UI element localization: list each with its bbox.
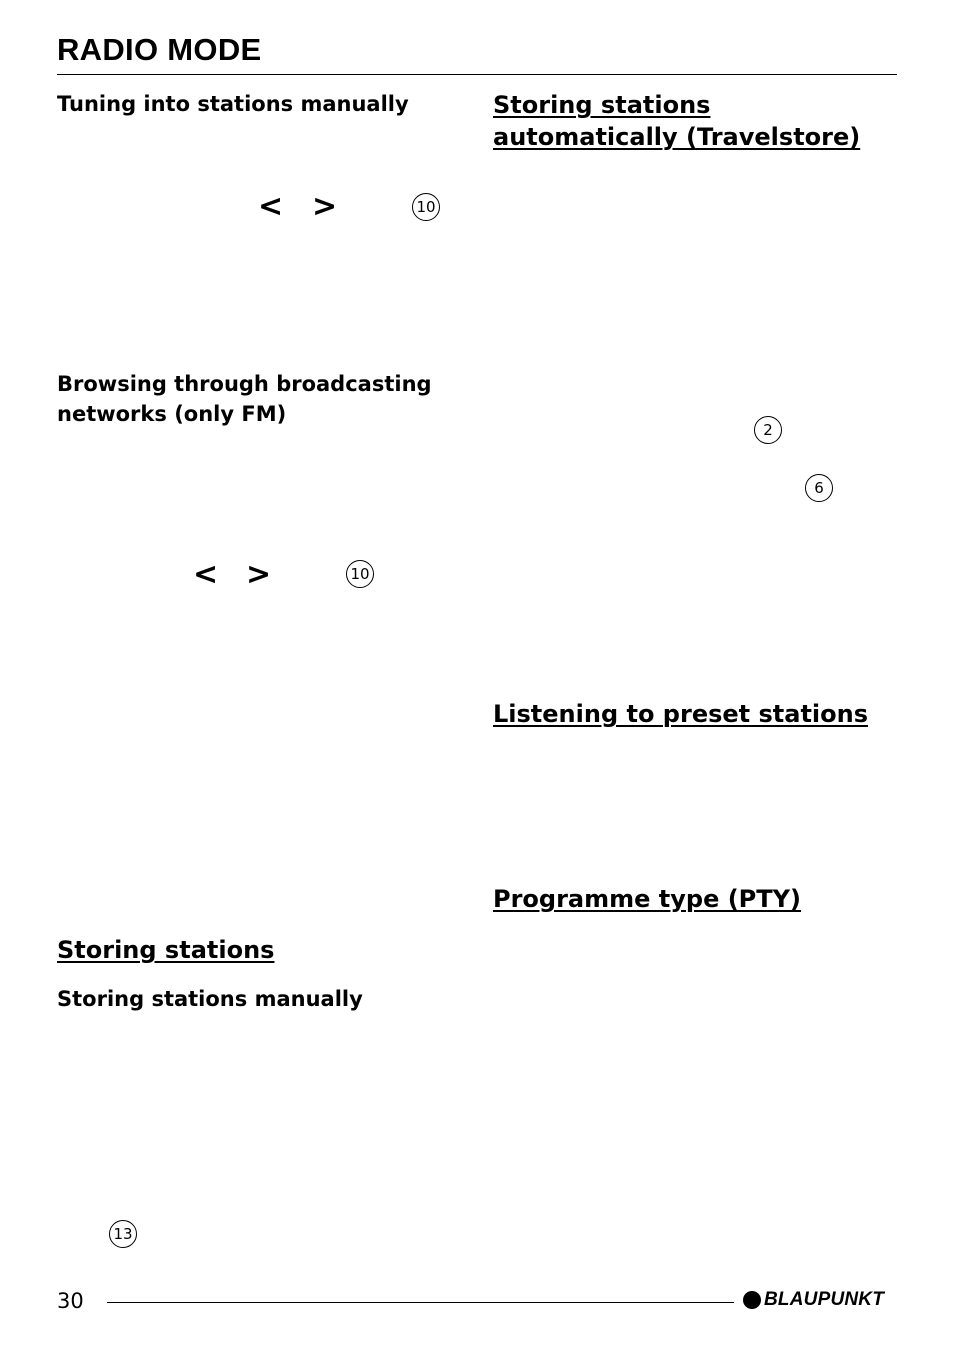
- title-divider: [57, 74, 897, 75]
- heading-programme-type: Programme type (PTY): [493, 885, 801, 913]
- heading-tuning-manually: Tuning into stations manually: [57, 92, 409, 116]
- arrow-left-icon: <: [258, 189, 284, 224]
- logo-dot-icon: [743, 1291, 761, 1309]
- ref-number-10-icon: 10: [346, 560, 374, 588]
- page-title: RADIO MODE: [57, 32, 262, 67]
- ref-number-2-icon: 2: [754, 416, 782, 444]
- ref-number-13-icon: 13: [109, 1220, 137, 1248]
- arrow-left-icon: <: [193, 557, 219, 592]
- page-number: 30: [57, 1289, 84, 1313]
- heading-listening-preset: Listening to preset stations: [493, 700, 868, 728]
- ref-number-6-icon: 6: [805, 474, 833, 502]
- ref-number-10-icon: 10: [412, 193, 440, 221]
- heading-storing-manually: Storing stations manually: [57, 987, 363, 1011]
- arrow-right-icon: >: [312, 189, 338, 224]
- heading-storing-automatically: Storing stations automatically (Travelstore): [493, 91, 861, 151]
- heading-storing-stations: Storing stations: [57, 936, 275, 964]
- arrow-right-icon: >: [246, 557, 272, 592]
- brand-logo: [743, 1289, 884, 1311]
- brand-name: BLAUPUNKT: [764, 1289, 885, 1310]
- heading-browsing-networks: Browsing through broadcasting networks (only FM): [57, 372, 432, 426]
- footer-divider: [107, 1302, 734, 1303]
